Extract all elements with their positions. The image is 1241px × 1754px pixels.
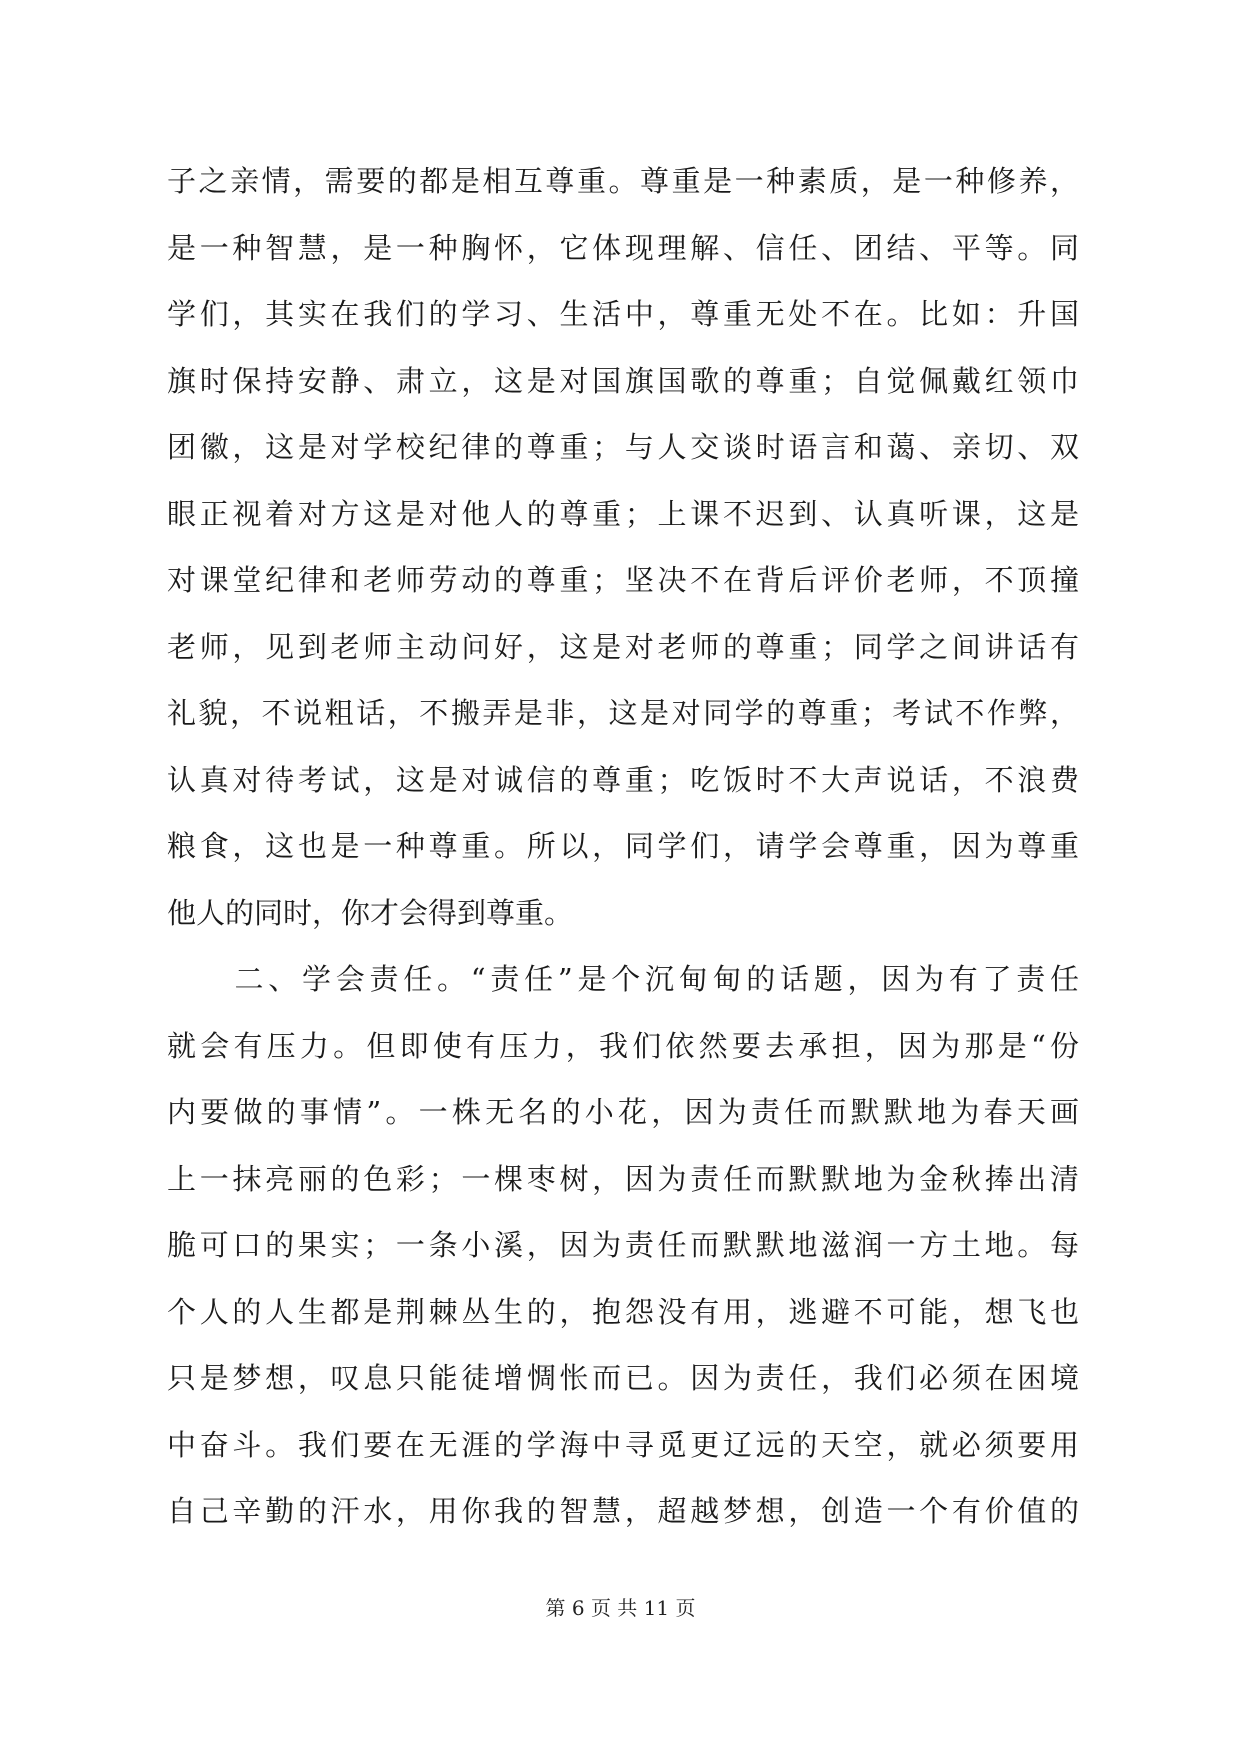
text-line: 认真对待考试，这是对诚信的尊重；吃饭时不大声说话，不浪费 bbox=[167, 762, 1079, 797]
text-line: 团徽，这是对学校纪律的尊重；与人交谈时语言和蔼、亲切、双 bbox=[167, 430, 1079, 464]
text-line: 上一抹亮丽的色彩；一棵枣树，因为责任而默默地为金秋捧出清 bbox=[167, 1161, 1079, 1196]
text-line: 脆可口的果实；一条小溪，因为责任而默默地滋润一方土地。每 bbox=[167, 1228, 1079, 1262]
text-line: 他人的同时，你才会得到尊重。 bbox=[167, 895, 574, 930]
text-line: 内要做的事情”。一株无名的小花，因为责任而默默地为春天画 bbox=[167, 1095, 1079, 1129]
text-line: 是一种智慧，是一种胸怀，它体现理解、信任、团结、平等。同 bbox=[167, 230, 1079, 265]
body-text bbox=[167, 148, 1079, 1545]
text-line: 对课堂纪律和老师劳动的尊重；坚决不在背后评价老师，不顶撞 bbox=[167, 563, 1079, 597]
text-line: 礼貌，不说粗话，不搬弄是非，这是对同学的尊重；考试不作弊， bbox=[167, 696, 1079, 730]
text-line: 中奋斗。我们要在无涯的学海中寻觅更辽远的天空，就必须要用 bbox=[167, 1427, 1079, 1462]
text-line: 自己辛勤的汗水，用你我的智慧，超越梦想，创造一个有价值的 bbox=[167, 1494, 1079, 1528]
text-line: 眼正视着对方这是对他人的尊重；上课不迟到、认真听课，这是 bbox=[167, 496, 1079, 531]
text-line: 就会有压力。但即使有压力，我们依然要去承担，因为那是“份 bbox=[167, 1028, 1079, 1063]
text-line: 子之亲情，需要的都是相互尊重。尊重是一种素质，是一种修养， bbox=[167, 164, 1079, 198]
text-line: 只是梦想，叹息只能徒增惆怅而已。因为责任，我们必须在困境 bbox=[167, 1361, 1079, 1395]
text-line: 旗时保持安静、肃立，这是对国旗国歌的尊重；自觉佩戴红领巾 bbox=[167, 363, 1079, 398]
text-line: 老师，见到老师主动问好，这是对老师的尊重；同学之间讲话有 bbox=[167, 629, 1079, 664]
page-footer: 第 6 页 共 11 页 bbox=[545, 1596, 696, 1620]
text-line: 个人的人生都是荆棘丛生的，抱怨没有用，逃避不可能，想飞也 bbox=[167, 1294, 1079, 1329]
paragraph-start-line: 二、学会责任。“责任”是个沉甸甸的话题，因为有了责任 bbox=[167, 962, 1079, 996]
text-line: 粮食，这也是一种尊重。所以，同学们，请学会尊重，因为尊重 bbox=[167, 829, 1079, 863]
text-line: 学们，其实在我们的学习、生活中，尊重无处不在。比如：升国 bbox=[167, 297, 1079, 331]
